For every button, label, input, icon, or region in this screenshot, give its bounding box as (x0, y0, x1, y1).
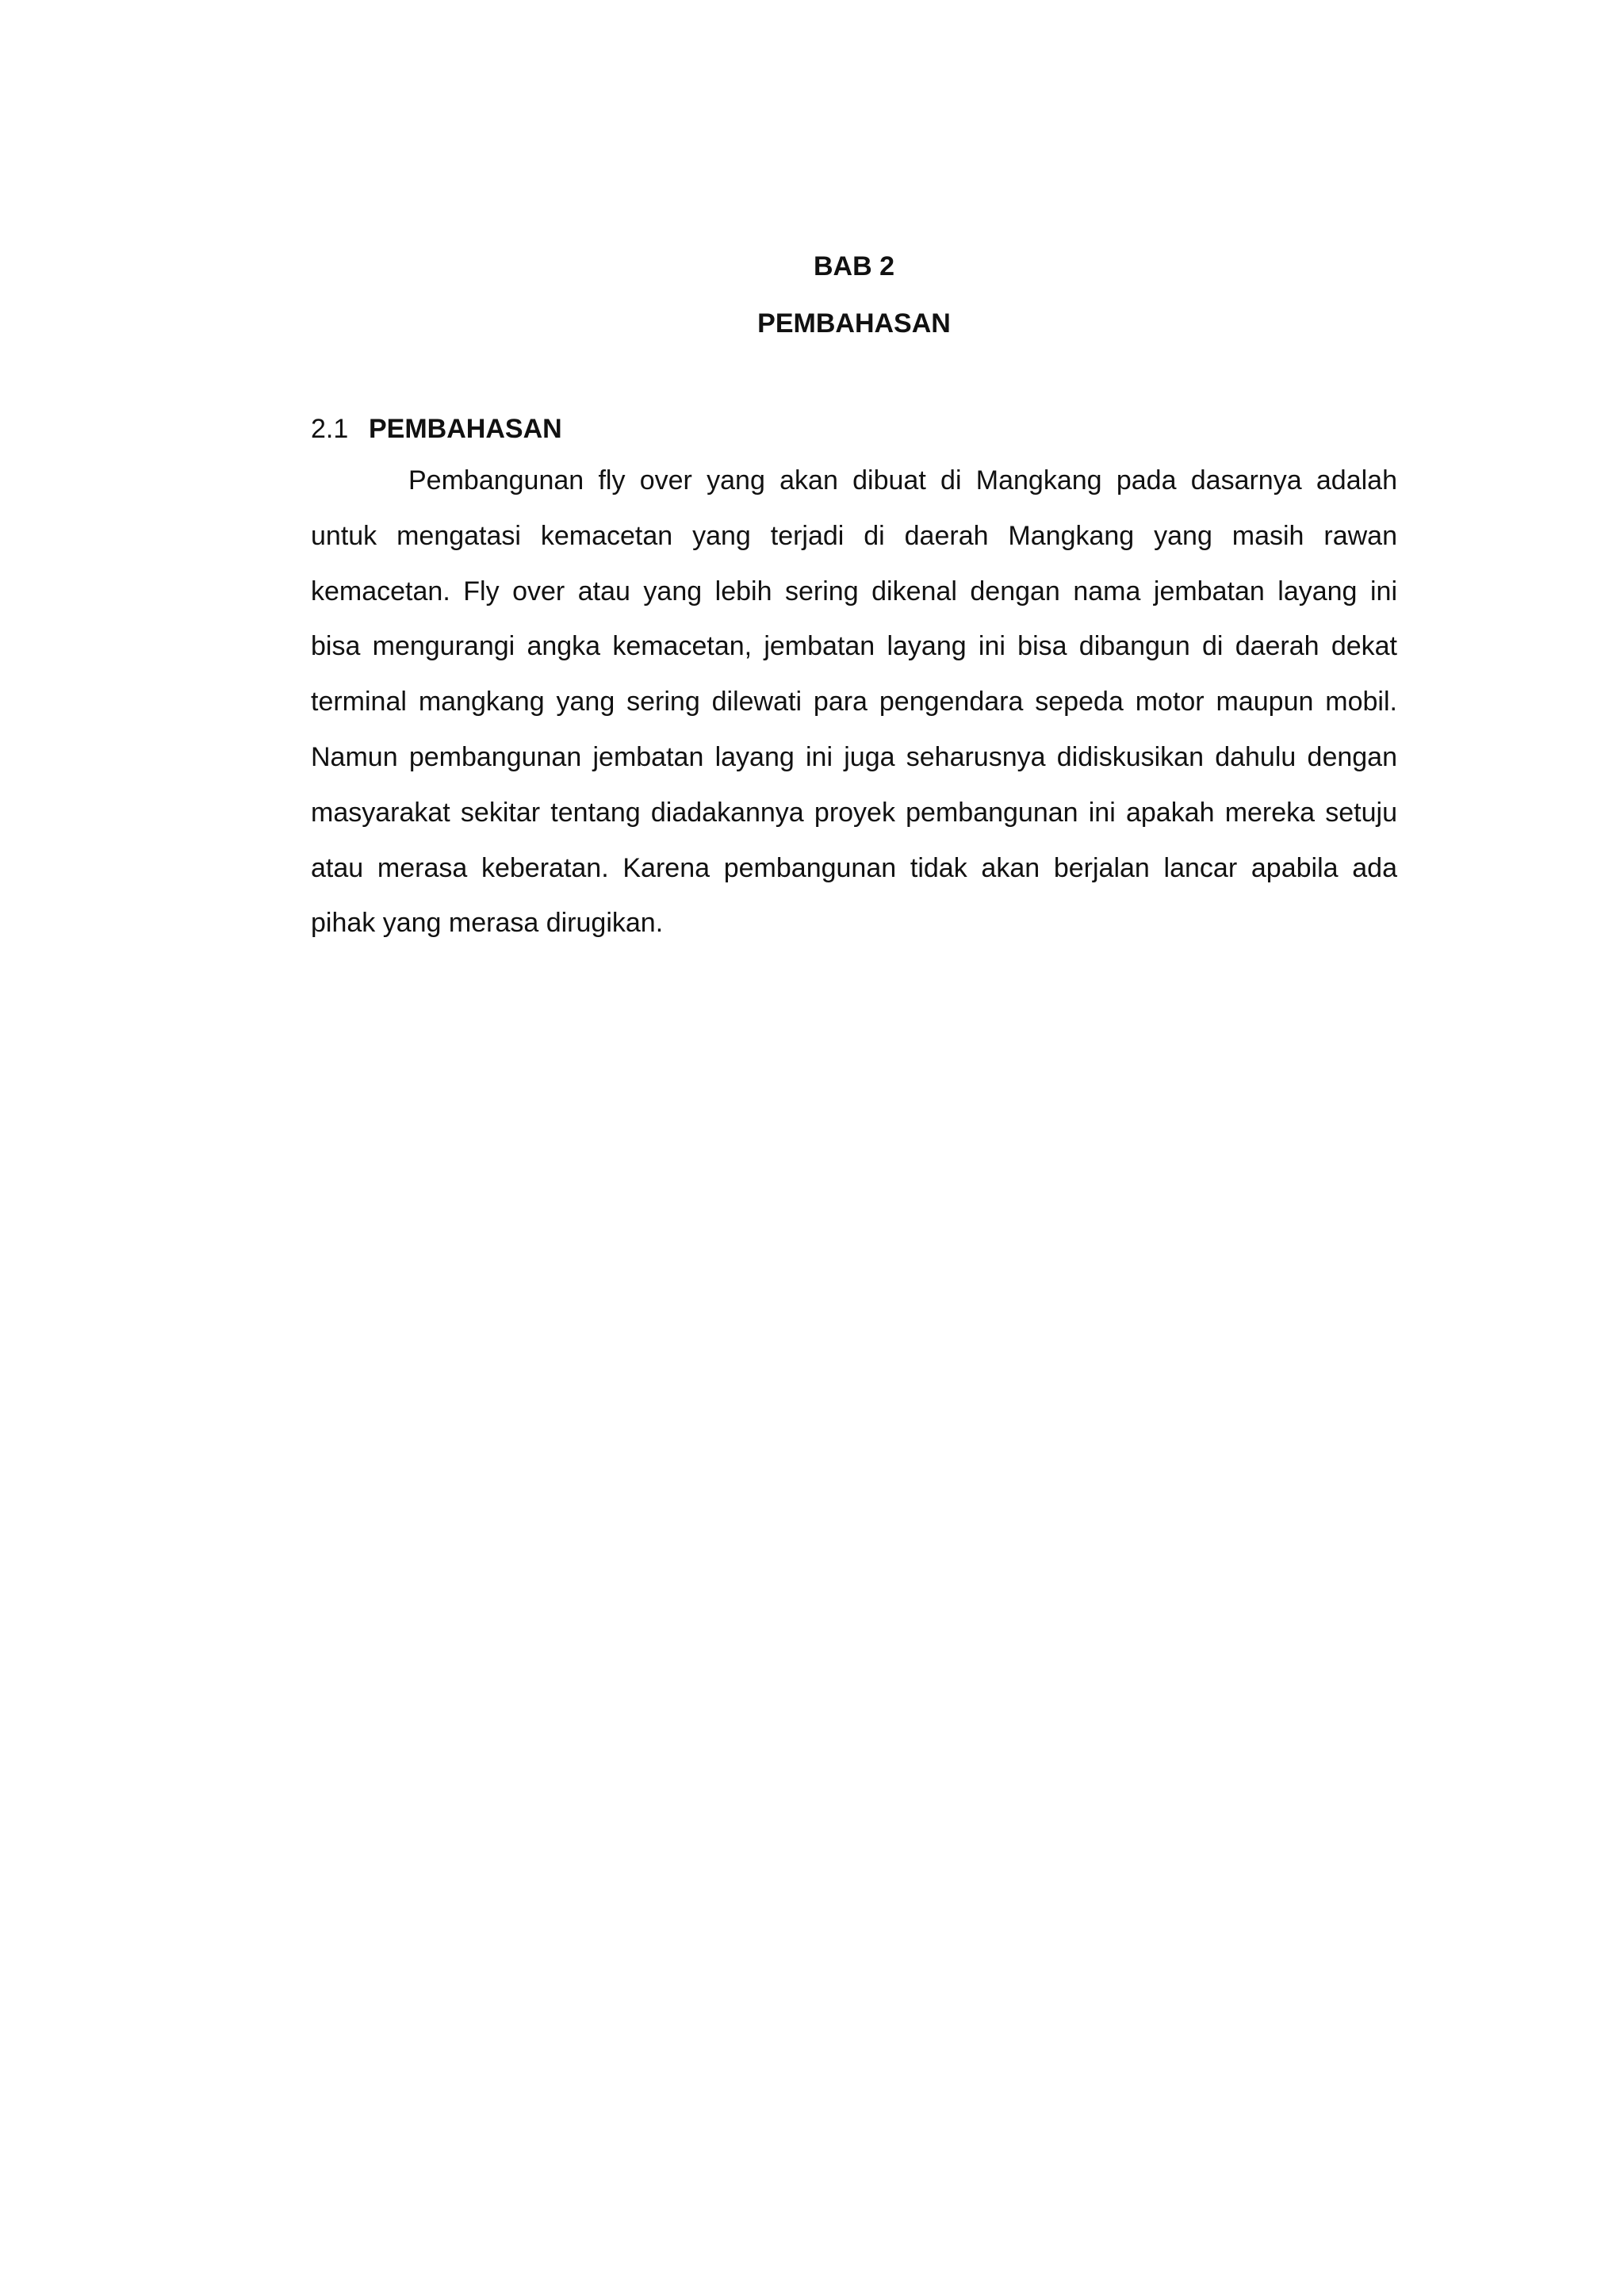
section-heading (311, 405, 562, 453)
paragraph-line: atau merasa keberatan. Karena pembangunan tidak akan berjalan lancar apabila ada (311, 852, 1397, 883)
paragraph-line: masyarakat sekitar tentang diadakannya proyek pembangunan ini apakah mereka setuju (311, 797, 1397, 828)
section-title: PEMBAHASAN (369, 414, 562, 444)
chapter-number: BAB 2 (813, 251, 895, 281)
section-number: 2.1 (311, 414, 349, 444)
paragraph-line: Pembangunan fly over yang akan dibuat di Mangkang pada dasarnya adalah (408, 465, 1397, 496)
chapter-heading (311, 238, 1397, 352)
paragraph-line: kemacetan. Fly over atau yang lebih sering dikenal dengan nama jembatan layang ini (311, 576, 1397, 607)
paragraph-line: untuk mengatasi kemacetan yang terjadi di daerah Mangkang yang masih rawan (311, 520, 1397, 551)
paragraph-line: Namun pembangunan jembatan layang ini juga seharusnya didiskusikan dahulu dengan (311, 741, 1397, 772)
paragraph-line: bisa mengurangi angka kemacetan, jembatan layang ini bisa dibangun di daerah dekat (311, 631, 1397, 662)
paragraph-line: pihak yang merasa dirugikan. (311, 908, 664, 939)
paragraph-line: terminal mangkang yang sering dilewati para pengendara sepeda motor maupun mobil. (311, 687, 1397, 718)
body-paragraph (311, 453, 1397, 951)
chapter-title: PEMBAHASAN (757, 308, 951, 339)
